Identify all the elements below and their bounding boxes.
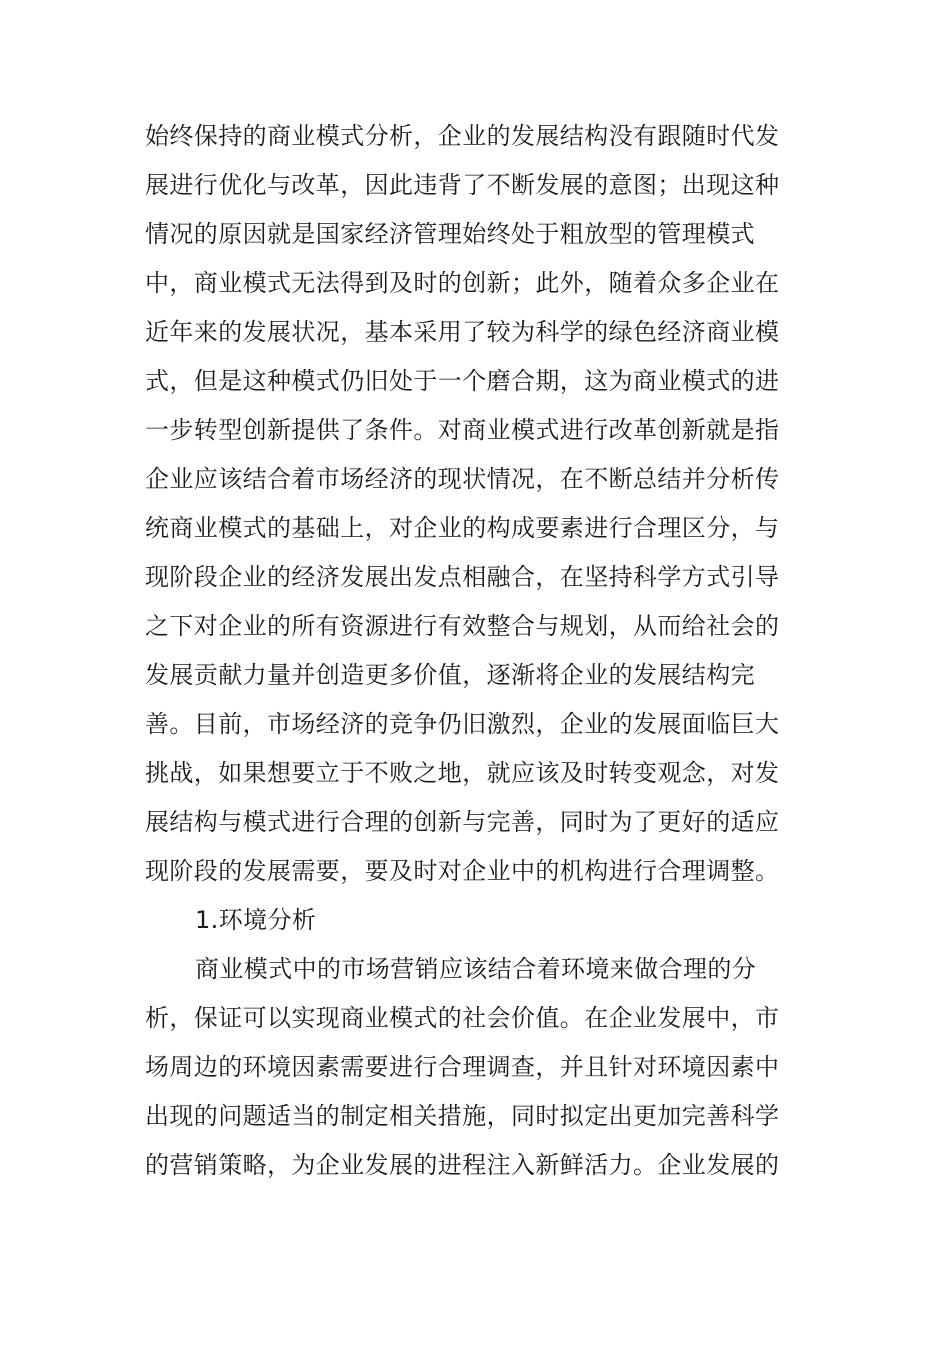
text-line: 企业应该结合着市场经济的现状情况，在不断总结并分析传: [145, 465, 780, 493]
text-line: 商业模式中的市场营销应该结合着环境来做合理的分: [195, 955, 757, 983]
text-line: 展进行优化与改革，因此违背了不断发展的意图；出现这种: [145, 171, 780, 199]
text-line: 式，但是这种模式仍旧处于一个磨合期，这为商业模式的进: [145, 367, 780, 395]
text-line: 始终保持的商业模式分析，企业的发展结构没有跟随时代发: [145, 122, 780, 150]
text-line: 一步转型创新提供了条件。对商业模式进行改革创新就是指: [145, 416, 780, 444]
text-line: 统商业模式的基础上，对企业的构成要素进行合理区分，与: [145, 514, 780, 542]
text-line: 之下对企业的所有资源进行有效整合与规划，从而给社会的: [145, 612, 780, 640]
text-line: 近年来的发展状况，基本采用了较为科学的绿色经济商业模: [145, 318, 780, 346]
text-line: 现阶段企业的经济发展出发点相融合，在坚持科学方式引导: [145, 563, 780, 591]
text-line: 场周边的环境因素需要进行合理调查，并且针对环境因素中: [145, 1053, 780, 1081]
text-line: 展结构与模式进行合理的创新与完善，同时为了更好的适应: [145, 808, 780, 836]
text-line: 出现的问题适当的制定相关措施，同时拟定出更加完善科学: [145, 1102, 780, 1130]
text-line: 中，商业模式无法得到及时的创新；此外，随着众多企业在: [145, 269, 780, 297]
text-line: 的营销策略，为企业发展的进程注入新鲜活力。企业发展的: [145, 1151, 780, 1179]
section-heading: 1.环境分析: [195, 906, 317, 934]
text-line: 析，保证可以实现商业模式的社会价值。在企业发展中，市: [145, 1004, 780, 1032]
text-line: 情况的原因就是国家经济管理始终处于粗放型的管理模式: [145, 220, 755, 248]
text-line: 善。目前，市场经济的竞争仍旧激烈，企业的发展面临巨大: [145, 710, 780, 738]
text-line: 挑战，如果想要立于不败之地，就应该及时转变观念，对发: [145, 759, 780, 787]
text-line: 发展贡献力量并创造更多价值，逐渐将企业的发展结构完: [145, 661, 755, 689]
text-line: 现阶段的发展需要，要及时对企业中的机构进行合理调整。: [145, 857, 780, 885]
